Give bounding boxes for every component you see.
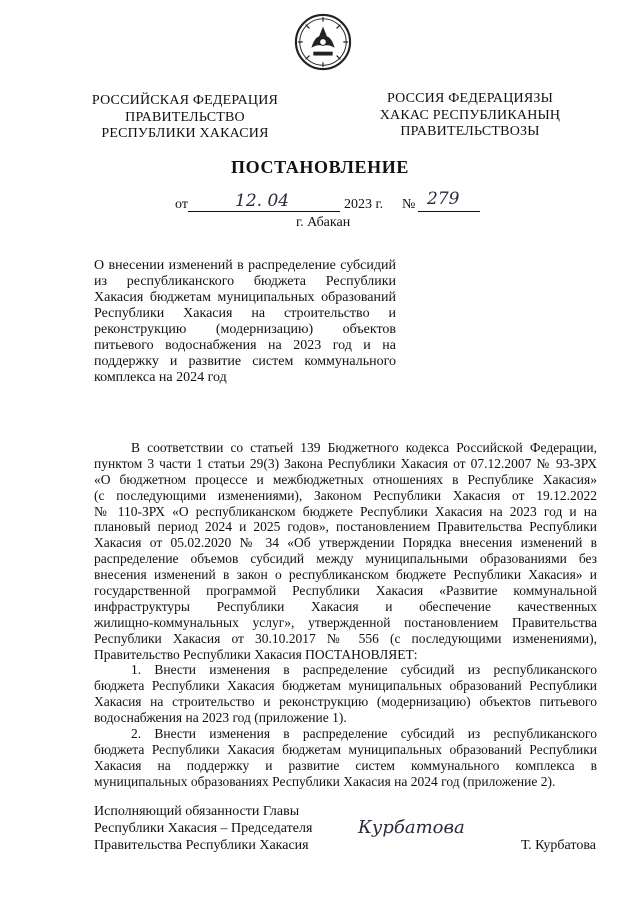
- body-line: Хакасия на поддержку и развитие систем коммунального комплекса в: [94, 757, 597, 773]
- body-line: В соответствии со статьей 139 Бюджетного кодекса Российской Федерации,: [131, 440, 597, 455]
- signatory-title-line: Республики Хакасия – Председателя: [94, 821, 313, 836]
- handwritten-signature: Курбатова: [358, 817, 465, 838]
- republic-khakassia-emblem-icon: [294, 13, 352, 71]
- body-line: Хакасия на строительство и реконструкцию (модернизацию) объектов питьевого: [94, 694, 597, 710]
- body-line: распределение объемов субсидий между муниципальными образованиями без: [94, 551, 597, 567]
- subject-line: Хакасия бюджетам муниципальных образований: [94, 290, 396, 305]
- subject-block: [94, 258, 396, 386]
- body-line: водоснабжения на 2023 год (приложение 1).: [94, 710, 347, 726]
- body-line: жилищно-коммунальных услуг», утвержденной постановлением Правительства: [94, 614, 597, 630]
- header-left: [80, 93, 290, 143]
- document-title: ПОСТАНОВЛЕНИЕ: [231, 157, 409, 177]
- body-line: плановый период 2024 и 2025 годов», постановлением Правительства Республики: [94, 519, 597, 535]
- body-line: внесения изменений в закон о республиканском бюджете Республики Хакасия» и: [94, 567, 597, 583]
- body-line: пунктом 3 части 1 статьи 29(3) Закона Республики Хакасия от 07.12.2007 № 93-ЗРХ: [94, 455, 597, 471]
- subject-line: Республики Хакасия на строительство и: [94, 306, 396, 321]
- header-left-line-government: ПРАВИТЕЛЬСТВО: [125, 109, 245, 125]
- date-prefix: от: [175, 197, 188, 212]
- body-text: [94, 440, 597, 790]
- signatory-title: [94, 803, 312, 854]
- city: г. Абакан: [296, 215, 351, 230]
- subject-line: комплекса на 2024 год: [94, 370, 227, 385]
- body-line: инфраструктуры Республики Хакасия и обеспечение качественных: [94, 598, 597, 614]
- header-right-line-republic: ХАКАС РЕСПУБЛИКАНЫҢ: [379, 107, 561, 123]
- body-line: Хакасия от 05.02.2020 № 34 «Об утверждении Порядка внесения изменений в: [94, 535, 597, 551]
- header-left-line-country: РОССИЙСКАЯ ФЕДЕРАЦИЯ: [91, 93, 279, 108]
- body-line: 1. Внести изменения в распределение субсидий из республиканского: [131, 662, 597, 678]
- year: 2023 г.: [344, 197, 384, 212]
- body-line: Республики Хакасия от 30.10.2017 № 556 (с последующими изменениями),: [94, 630, 597, 646]
- body-line: бюджета Республики Хакасия бюджетам муниципальных образований Республики: [94, 741, 597, 757]
- subject-line: О внесении изменений в распределение субсидий: [94, 258, 396, 273]
- signatory-title-line: Исполняющий обязанности Главы: [94, 804, 300, 819]
- header-right: [375, 91, 565, 141]
- number-handwritten: 279: [427, 189, 460, 209]
- number-sign: №: [402, 197, 416, 212]
- date-underline: [188, 211, 340, 212]
- body-line: № 110-ЗРХ «О республиканском бюджете Республики Хакасия на 2023 год и на: [94, 503, 597, 519]
- body-line: «О бюджетном процессе и межбюджетных отношениях в Республике Хакасия»: [94, 471, 597, 487]
- header-right-line-government: ПРАВИТЕЛЬСТВОЗЫ: [400, 124, 540, 139]
- body-line: 2. Внести изменения в распределение субсидий из республиканского: [131, 726, 597, 742]
- signatory-name: Т. Курбатова: [521, 838, 596, 853]
- subject-line: из республиканского бюджета Республики: [94, 274, 396, 289]
- body-line: государственной программой Республики Хакасия «Развитие коммунальной: [94, 583, 597, 599]
- body-line: (с последующими изменениями), Законом Республики Хакасия от 19.12.2022: [94, 487, 597, 503]
- subject-line: питьевого водоснабжения на 2023 год и на: [94, 338, 396, 353]
- subject-line: реконструкцию (модернизацию) объектов: [94, 322, 396, 337]
- header-left-line-republic: РЕСПУБЛИКИ ХАКАСИЯ: [101, 126, 269, 141]
- signatory-title-line: Правительства Республики Хакасия: [94, 838, 309, 853]
- body-line: бюджета Республики Хакасия бюджетам муниципальных образований Республики: [94, 678, 597, 694]
- date-handwritten: 12. 04: [235, 191, 290, 211]
- header-right-line-country: РОССИЯ ФЕДЕРАЦИЯЗЫ: [386, 91, 554, 106]
- body-line: муниципальных образованиях Республики Хакасия на 2024 год (приложение 2).: [94, 773, 556, 789]
- subject-line: поддержку и развитие систем коммунального: [94, 354, 396, 369]
- number-underline: [418, 211, 480, 212]
- body-line: Правительство Республики Хакасия ПОСТАНОВЛЯЕТ:: [94, 646, 418, 662]
